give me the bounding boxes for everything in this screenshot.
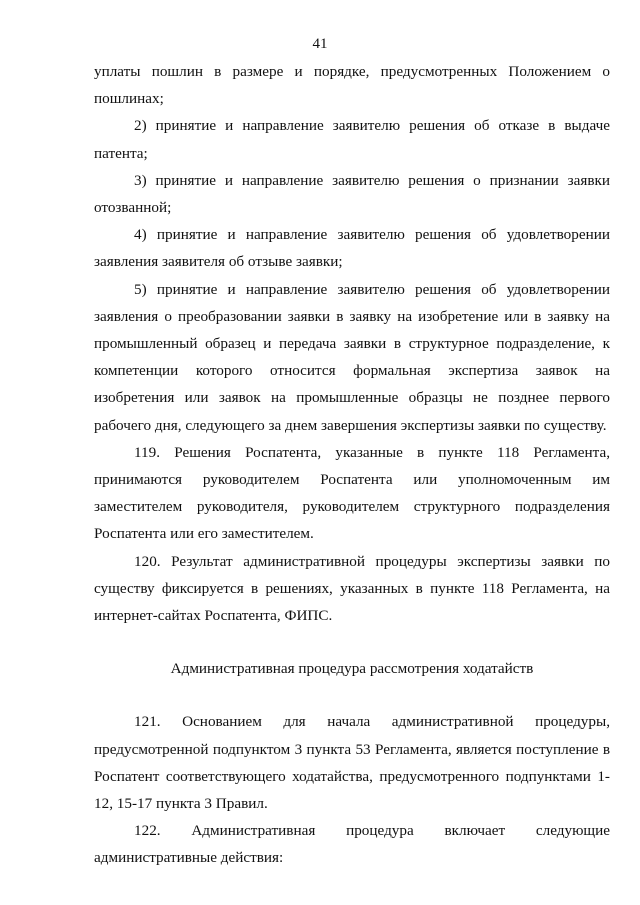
list-item-3: 3) принятие и направление заявителю решения о признании заявки отозванной; (94, 171, 610, 217)
paragraph-120: 120. Результат административной процедуры экспертизы заявки по существу фиксируется в решениях, указанных в пункте 118 Регламента, на интернет-сайтах Роспатента, ФИПС. (94, 552, 610, 625)
list-item-2: 2) принятие и направление заявителю решения об отказе в выдаче патента; (94, 117, 610, 162)
paragraph-121: 121. Основанием для начала административной процедуры, предусмотренной подпунктом 3 пункта 53 Регламента, является поступление в Роспатент соответствующего ходатайства, предусмотренного подпунктами 1-12, 15-17 пункта 3 Правил. (94, 713, 610, 813)
document-body (94, 58, 610, 872)
list-item-5: 5) принятие и направление заявителю решения об удовлетворении заявления о преобразовании заявки в заявку на изобретение или в заявку на промышленный образец и передача заявки в структурное подразделение, к компетенции которого относится формальная экспертиза заявок на изобретения или заявок на промышленные образцы не позднее первого рабочего дня, следующего за днем завершения экспертизы заявки по существу. (94, 280, 610, 434)
section-heading: Административная процедура рассмотрения ходатайств (170, 660, 534, 678)
paragraph-continuation: уплаты пошлин в размере и порядке, предусмотренных Положением о пошлинах; (94, 63, 610, 108)
page-number: 41 (312, 36, 328, 52)
paragraph-122: 122. Административная процедура включает следующие административные действия: (94, 822, 610, 867)
paragraph-119: 119. Решения Роспатента, указанные в пункте 118 Регламента, принимаются руководителем Роспатента или уполномоченным им заместителем руководителя, руководителем структурного подразделения Роспатента или его заместителем. (94, 443, 610, 543)
list-item-4: 4) принятие и направление заявителю решения об удовлетворении заявления заявителя об отзыве заявки; (94, 226, 610, 271)
